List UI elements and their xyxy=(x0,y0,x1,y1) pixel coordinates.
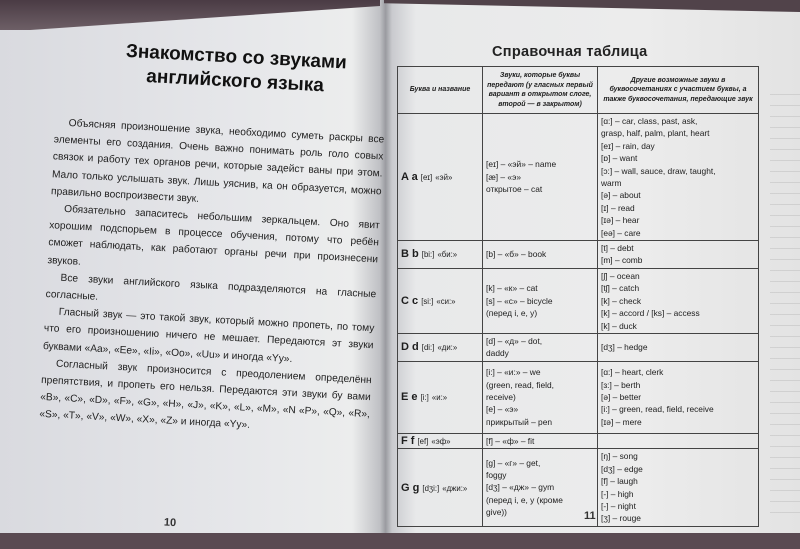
other-sound-line: [ʃ] – ocean xyxy=(601,270,640,281)
table-row xyxy=(398,361,759,433)
other-sounds-cell xyxy=(598,268,759,333)
other-sound-line: [ə] – better xyxy=(601,392,642,403)
other-sound-line: [ə] – about xyxy=(601,190,641,201)
letter-name: «си:» xyxy=(436,296,456,306)
table-row xyxy=(398,268,759,333)
paragraph: Обязательно запаситесь небольшим зеркальцем. Оно явит хорошим подспорьем в процессе обучения, потому что ребён сможет наблюдать, как работают органы речи при произнесени звуков. xyxy=(47,203,381,268)
letter-cell xyxy=(398,241,483,269)
other-sound-line: [ŋ] – song xyxy=(601,451,638,462)
header-sounds: Звуки, которые буквы передают (у гласных первый вариант в открытом слоге, второй — в закрытом) xyxy=(483,67,598,114)
letter: C c xyxy=(401,294,419,307)
other-sound-line: [-] – high xyxy=(601,488,634,499)
letter-cell xyxy=(398,361,483,433)
left-page-text xyxy=(39,114,385,441)
letter-name: «джи:» xyxy=(442,483,468,493)
other-sound-line: [dʒ] – hedge xyxy=(601,342,648,353)
other-sound-line: [eɪ] – rain, day xyxy=(601,140,655,151)
sound-line: daddy xyxy=(486,348,509,359)
table-header-row xyxy=(398,67,759,114)
page-number-left: 10 xyxy=(163,516,177,530)
other-sound-line: [ɪ] – read xyxy=(601,202,635,213)
table-row xyxy=(398,114,759,241)
table-row xyxy=(398,241,759,269)
sound-line: [i:] – «и:» – we xyxy=(486,367,541,378)
letter-transcription: [i:] xyxy=(420,393,429,403)
sound-line: (перед i, e, y (кроме xyxy=(486,494,563,505)
sound-line: [g] – «г» – get, xyxy=(486,457,541,468)
other-sound-line: [ɜ:] – berth xyxy=(601,379,641,390)
letter-transcription: [dʒi:] xyxy=(422,483,440,493)
other-sound-line: [ɪə] – hear xyxy=(601,215,640,226)
sound-line: [s] – «с» – bicycle xyxy=(486,295,553,306)
sounds-cell xyxy=(483,361,598,433)
left-page xyxy=(0,20,385,549)
sound-line: foggy xyxy=(486,470,507,481)
other-sounds-cell xyxy=(598,433,759,448)
other-sounds-cell xyxy=(598,114,759,241)
letter-name: «и:» xyxy=(431,393,448,403)
other-sound-line: grasp, half, palm, plant, heart xyxy=(601,128,710,139)
left-page-title: Знакомство со звуками английского языка xyxy=(125,40,348,97)
header-other: Другие возможные звуки в буквосочетаниях с участием буквы, а также буквосочетания, передающие звук xyxy=(598,67,759,114)
page-number-right: 11 xyxy=(584,510,596,522)
table-row xyxy=(398,449,759,527)
other-sound-line: [ɑ:] – heart, clerk xyxy=(601,367,664,378)
paragraph: Гласный звук — это такой звук, который можно пропеть, по тому что его произношению ничего не мешает. Передаются эт звуки буквами «Aa», «Ee», «Ii», «Oo», «Uu» и иногда «Yy». xyxy=(42,306,375,365)
letter: E e xyxy=(401,391,418,404)
other-sound-line: [eə] – care xyxy=(601,227,641,238)
sounds-cell xyxy=(483,449,598,527)
other-sound-line: [k] – duck xyxy=(601,320,637,331)
sound-line: give)) xyxy=(486,507,507,518)
sounds-cell xyxy=(483,333,598,361)
other-sound-line: [i:] – green, read, field, receive xyxy=(601,404,714,415)
letter-transcription: [eɪ] xyxy=(420,173,433,183)
letter-cell xyxy=(398,333,483,361)
letter: D d xyxy=(401,341,419,354)
sound-line: (перед i, e, y) xyxy=(486,308,538,319)
letter: B b xyxy=(401,248,419,261)
other-sounds-cell xyxy=(598,449,759,527)
reference-table xyxy=(397,66,759,527)
other-sound-line: [ɔ:] – wall, sauce, draw, taught, xyxy=(601,165,716,176)
letter-name: «эй» xyxy=(435,173,453,183)
sounds-cell xyxy=(483,241,598,269)
letter-transcription: [si:] xyxy=(421,296,434,306)
letter-cell xyxy=(398,114,483,241)
table-row xyxy=(398,433,759,448)
other-sound-line: warm xyxy=(601,178,622,189)
sound-line: receive) xyxy=(486,392,516,403)
other-sound-line: [ʒ] – rouge xyxy=(601,513,641,524)
other-sound-line: [k] – accord / [ks] – access xyxy=(601,308,700,319)
sound-line: (green, read, field, xyxy=(486,379,554,390)
letter-transcription: [di:] xyxy=(421,343,435,353)
other-sounds-cell xyxy=(598,361,759,433)
letter-cell xyxy=(398,433,483,448)
letter-transcription: [bi:] xyxy=(421,250,435,260)
sound-line: [b] – «б» – book xyxy=(486,249,547,260)
other-sound-line: [tʃ] – catch xyxy=(601,283,640,294)
other-sound-line: [-] – night xyxy=(601,501,636,512)
letter-cell xyxy=(398,268,483,333)
sounds-cell xyxy=(483,433,598,448)
table-row xyxy=(398,333,759,361)
other-sound-line: [ɒ] – want xyxy=(601,153,638,164)
other-sound-line: [ɪə] – mere xyxy=(601,416,642,427)
paragraph: Объясняя произношение звука, необходимо суметь раскры все элементы его создания. Очень важно понимать роль голо совых связок и работу тех органов речи, которые задейст ваны при этом. Мало только услышать звук. Лишь уяснив, ка он образуется, можно правильно воспроизвести звук. xyxy=(50,118,385,205)
sound-line: [f] – «ф» – fit xyxy=(486,435,535,446)
header-letter: Буква и название xyxy=(398,67,483,114)
letter-name: «би:» xyxy=(437,250,458,260)
sounds-cell xyxy=(483,268,598,333)
letter-transcription: [ef] xyxy=(417,436,429,446)
other-sound-line: [dʒ] – edge xyxy=(601,463,643,474)
other-sound-line: [t] – debt xyxy=(601,243,634,254)
right-page-title: Справочная таблица xyxy=(492,44,648,60)
sound-line: [d] – «д» – dot, xyxy=(486,335,543,346)
other-sound-line: [ɑ:] – car, class, past, ask, xyxy=(601,116,698,126)
other-sound-line: [f] – laugh xyxy=(601,476,638,487)
letter-cell xyxy=(398,449,483,527)
other-sound-line: [k] – check xyxy=(601,295,642,306)
other-sounds-cell xyxy=(598,333,759,361)
other-sound-line: [m] – comb xyxy=(601,255,643,266)
show-through-text xyxy=(770,94,800,514)
other-sounds-cell xyxy=(598,241,759,269)
letter: F f xyxy=(401,434,415,447)
paragraph: Согласный звук произносится с преодолением определённ препятствия, и пропеть его нельзя. Передаются эти звуки бу вами «B», «C», «D», «F», «G», «H», «J», «K», «L», «M», «N «P», «Q», «R», «S», «T», «V», «W», «X», «Z» и иногда «Yy». xyxy=(39,358,372,432)
sound-line: [dʒ] – «дж» – gym xyxy=(486,482,555,493)
sound-line: [k] – «к» – cat xyxy=(486,283,538,294)
sound-line: [eɪ] – «эй» – name xyxy=(486,159,557,170)
letter-name: «эф» xyxy=(431,436,451,446)
letter-name: «ди:» xyxy=(437,343,458,353)
letter: A a xyxy=(401,171,418,184)
sound-line: открытое – cat xyxy=(486,184,543,195)
sound-line: [æ] – «э» xyxy=(486,171,522,182)
sounds-cell xyxy=(483,114,598,241)
paragraph: Все звуки английского языка подразделяются на гласные согласные. xyxy=(45,272,377,303)
sound-line: [e] – «э» xyxy=(486,404,519,415)
sound-line: прикрытый – pen xyxy=(486,416,553,427)
letter: G g xyxy=(401,481,420,494)
right-page xyxy=(388,34,800,533)
